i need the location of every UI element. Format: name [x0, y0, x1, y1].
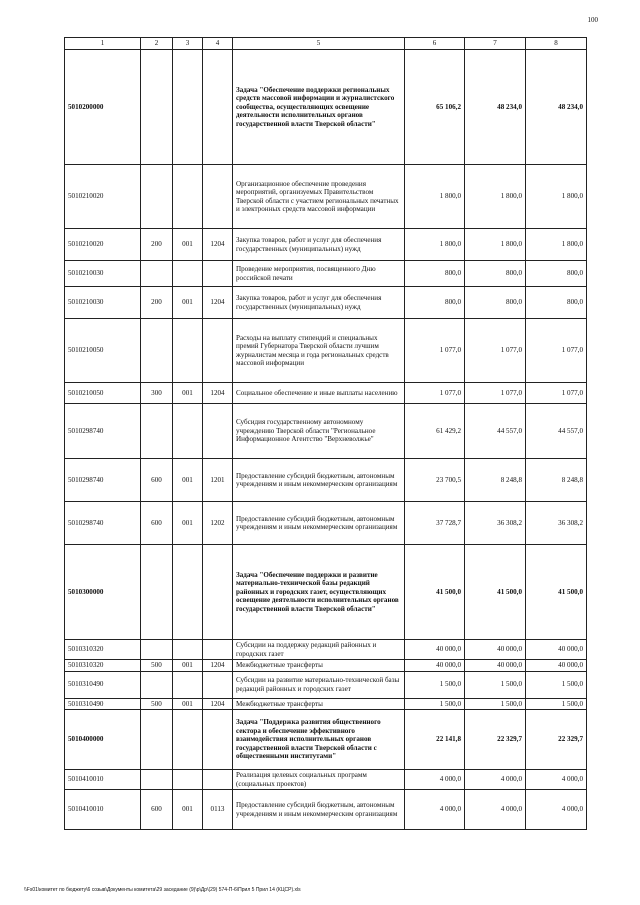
row-col4: 1204	[203, 383, 233, 404]
row-value-7: 800,0	[465, 261, 526, 287]
row-description: Межбюджетные трансферты	[233, 698, 405, 710]
row-col3: 001	[173, 459, 203, 502]
page-number: 100	[587, 16, 598, 24]
row-value-8: 1 800,0	[526, 229, 587, 261]
row-value-8: 4 000,0	[526, 790, 587, 830]
row-col2	[141, 319, 173, 383]
table-row	[65, 770, 587, 790]
row-description: Расходы на выплату стипендий и специальных премий Губернатора Тверской области лучшим журналистам месяца и года региональных средств массовой информации	[233, 319, 405, 383]
row-col2: 500	[141, 698, 173, 710]
row-value-6: 41 500,0	[405, 545, 465, 640]
row-col4: 0113	[203, 790, 233, 830]
row-description: Субсидии на поддержку редакций районных и городских газет	[233, 640, 405, 660]
row-value-7: 1 500,0	[465, 671, 526, 698]
row-value-7: 4 000,0	[465, 790, 526, 830]
row-col3: 001	[173, 660, 203, 672]
row-value-8: 1 077,0	[526, 319, 587, 383]
row-col2	[141, 261, 173, 287]
row-value-7: 22 329,7	[465, 710, 526, 770]
row-description: Проведение мероприятия, посвященного Дню российской печати	[233, 261, 405, 287]
row-value-6: 1 500,0	[405, 698, 465, 710]
row-value-8: 22 329,7	[526, 710, 587, 770]
row-col4: 1204	[203, 698, 233, 710]
row-code: 5010200000	[65, 50, 141, 165]
table-row	[65, 698, 587, 710]
row-col3: 001	[173, 287, 203, 319]
row-code: 5010210020	[65, 229, 141, 261]
row-col2	[141, 404, 173, 459]
row-description: Закупка товаров, работ и услуг для обеспечения государственных (муниципальных) нужд	[233, 229, 405, 261]
row-value-6: 61 429,2	[405, 404, 465, 459]
row-value-7: 800,0	[465, 287, 526, 319]
row-code: 5010210050	[65, 319, 141, 383]
row-code: 5010210030	[65, 287, 141, 319]
row-col4	[203, 404, 233, 459]
row-value-8: 1 500,0	[526, 671, 587, 698]
row-description: Задача "Обеспечение поддержки региональных средств массовой информации и журналистского сообщества, осуществляющих освещение деятельности исполнительных органов государственной власти Тверской области"	[233, 50, 405, 165]
row-col3	[173, 671, 203, 698]
row-value-7: 44 557,0	[465, 404, 526, 459]
row-col2: 300	[141, 383, 173, 404]
row-col2: 200	[141, 287, 173, 319]
header-cell: 6	[405, 38, 465, 50]
row-value-8: 4 000,0	[526, 770, 587, 790]
row-value-7: 40 000,0	[465, 660, 526, 672]
row-value-8: 44 557,0	[526, 404, 587, 459]
table-row	[65, 404, 587, 459]
row-value-6: 22 141,8	[405, 710, 465, 770]
table-row	[65, 790, 587, 830]
row-col4	[203, 261, 233, 287]
row-col2	[141, 710, 173, 770]
row-col3	[173, 404, 203, 459]
row-col2	[141, 640, 173, 660]
row-code: 5010310320	[65, 640, 141, 660]
row-value-8: 1 500,0	[526, 698, 587, 710]
table-row	[65, 319, 587, 383]
row-col3: 001	[173, 790, 203, 830]
row-value-8: 800,0	[526, 261, 587, 287]
row-code: 5010298740	[65, 459, 141, 502]
row-description: Межбюджетные трансферты	[233, 660, 405, 672]
row-col2: 200	[141, 229, 173, 261]
row-col3	[173, 50, 203, 165]
row-code: 5010310320	[65, 660, 141, 672]
row-col2: 600	[141, 790, 173, 830]
row-col4	[203, 50, 233, 165]
table-row	[65, 287, 587, 319]
row-value-6: 800,0	[405, 287, 465, 319]
row-col4: 1204	[203, 287, 233, 319]
header-cell: 5	[233, 38, 405, 50]
row-value-8: 1 800,0	[526, 165, 587, 229]
row-value-8: 40 000,0	[526, 640, 587, 660]
row-col2	[141, 545, 173, 640]
row-value-6: 1 500,0	[405, 671, 465, 698]
row-col3: 001	[173, 383, 203, 404]
row-code: 5010400000	[65, 710, 141, 770]
table-row	[65, 545, 587, 640]
row-col4	[203, 640, 233, 660]
row-value-6: 65 106,2	[405, 50, 465, 165]
row-value-7: 1 800,0	[465, 165, 526, 229]
row-col4: 1201	[203, 459, 233, 502]
table-row	[65, 710, 587, 770]
row-code: 5010410010	[65, 790, 141, 830]
row-description: Организационное обеспечение проведения мероприятий, организуемых Правительством Тверской области с участием региональных печатных и электронных средств массовой информации	[233, 165, 405, 229]
row-value-7: 48 234,0	[465, 50, 526, 165]
row-description: Социальное обеспечение и иные выплаты населению	[233, 383, 405, 404]
row-value-8: 41 500,0	[526, 545, 587, 640]
row-code: 5010210050	[65, 383, 141, 404]
row-col4	[203, 770, 233, 790]
row-value-6: 40 000,0	[405, 660, 465, 672]
row-col3	[173, 770, 203, 790]
row-value-8: 48 234,0	[526, 50, 587, 165]
row-col4	[203, 545, 233, 640]
row-code: 5010210020	[65, 165, 141, 229]
row-value-6: 1 077,0	[405, 319, 465, 383]
row-value-7: 41 500,0	[465, 545, 526, 640]
row-value-7: 40 000,0	[465, 640, 526, 660]
row-description: Субсидия государственному автономному учреждению Тверской области "Региональное Информационное Агентство "Верхневолжье"	[233, 404, 405, 459]
row-col2	[141, 165, 173, 229]
row-code: 5010310490	[65, 698, 141, 710]
row-col3	[173, 710, 203, 770]
row-col4	[203, 710, 233, 770]
row-value-8: 40 000,0	[526, 660, 587, 672]
table-row	[65, 165, 587, 229]
row-col4: 1204	[203, 660, 233, 672]
row-col3	[173, 261, 203, 287]
row-description: Задача "Обеспечение поддержки и развитие материально-технической базы редакций районных и городских газет, осуществляющих освещение деятельности исполнительных органов государственной власти Тверской области"	[233, 545, 405, 640]
row-code: 5010210030	[65, 261, 141, 287]
table-row	[65, 50, 587, 165]
row-value-7: 1 077,0	[465, 319, 526, 383]
row-value-6: 4 000,0	[405, 770, 465, 790]
table-row	[65, 261, 587, 287]
row-col2	[141, 50, 173, 165]
row-value-8: 36 308,2	[526, 502, 587, 545]
table-row	[65, 229, 587, 261]
row-col4	[203, 165, 233, 229]
header-cell: 7	[465, 38, 526, 50]
row-value-6: 37 728,7	[405, 502, 465, 545]
row-value-6: 1 077,0	[405, 383, 465, 404]
row-description: Предоставление субсидий бюджетным, автономным учреждениям и иным некоммерческим организациям	[233, 790, 405, 830]
row-col3: 001	[173, 698, 203, 710]
row-value-8: 1 077,0	[526, 383, 587, 404]
row-col3: 001	[173, 502, 203, 545]
row-description: Предоставление субсидий бюджетным, автономным учреждениям и иным некоммерческим организациям	[233, 502, 405, 545]
budget-table	[64, 37, 587, 830]
row-value-7: 1 500,0	[465, 698, 526, 710]
file-path-footer: \\Fs01\комитет по бюджету\6 созыв\Документы комитета\29 заседание (9)\р\Др\(29) 574-П-6\Прил 5 Прил 14 (КЦСР).xls	[24, 887, 301, 893]
row-col3	[173, 640, 203, 660]
row-code: 5010298740	[65, 502, 141, 545]
row-col3: 001	[173, 229, 203, 261]
row-code: 5010300000	[65, 545, 141, 640]
row-col3	[173, 319, 203, 383]
row-col4	[203, 671, 233, 698]
row-description: Реализация целевых социальных программ (социальных проектов)	[233, 770, 405, 790]
row-col4: 1202	[203, 502, 233, 545]
row-value-7: 8 248,8	[465, 459, 526, 502]
table-row	[65, 459, 587, 502]
row-value-6: 1 800,0	[405, 165, 465, 229]
row-value-6: 23 700,5	[405, 459, 465, 502]
header-cell: 1	[65, 38, 141, 50]
row-value-7: 4 000,0	[465, 770, 526, 790]
header-cell: 8	[526, 38, 587, 50]
row-code: 5010298740	[65, 404, 141, 459]
row-value-6: 1 800,0	[405, 229, 465, 261]
row-value-6: 800,0	[405, 261, 465, 287]
row-value-6: 4 000,0	[405, 790, 465, 830]
row-col3	[173, 165, 203, 229]
row-col2: 600	[141, 502, 173, 545]
header-row	[65, 38, 587, 50]
row-value-7: 1 800,0	[465, 229, 526, 261]
row-col2: 500	[141, 660, 173, 672]
table-row	[65, 383, 587, 404]
row-value-7: 1 077,0	[465, 383, 526, 404]
row-col2	[141, 770, 173, 790]
row-col3	[173, 545, 203, 640]
row-col4	[203, 319, 233, 383]
row-description: Закупка товаров, работ и услуг для обеспечения государственных (муниципальных) нужд	[233, 287, 405, 319]
row-col4: 1204	[203, 229, 233, 261]
header-cell: 2	[141, 38, 173, 50]
row-value-8: 8 248,8	[526, 459, 587, 502]
row-code: 5010410010	[65, 770, 141, 790]
row-description: Субсидии на развитие материально-технической базы редакций районных и городских газет	[233, 671, 405, 698]
row-code: 5010310490	[65, 671, 141, 698]
header-cell: 3	[173, 38, 203, 50]
table-row	[65, 640, 587, 660]
row-description: Предоставление субсидий бюджетным, автономным учреждениям и иным некоммерческим организациям	[233, 459, 405, 502]
row-col2	[141, 671, 173, 698]
table-row	[65, 671, 587, 698]
row-col2: 600	[141, 459, 173, 502]
table-row	[65, 660, 587, 672]
header-cell: 4	[203, 38, 233, 50]
row-value-7: 36 308,2	[465, 502, 526, 545]
row-description: Задача "Поддержка развития общественного сектора и обеспечение эффективного взаимодействия исполнительных органов государственной власти Тверской области с общественными институтами"	[233, 710, 405, 770]
table-row	[65, 502, 587, 545]
row-value-6: 40 000,0	[405, 640, 465, 660]
row-value-8: 800,0	[526, 287, 587, 319]
